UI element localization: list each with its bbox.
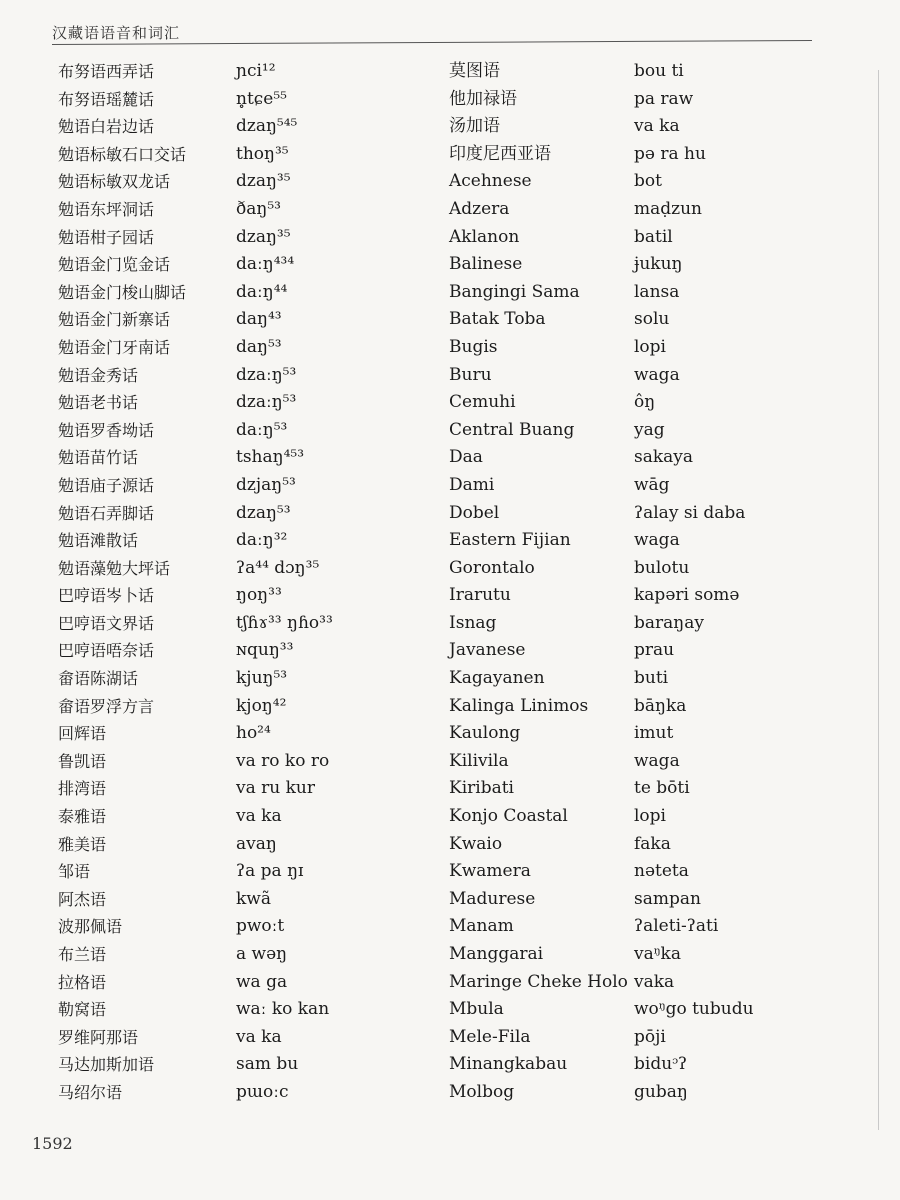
word-form: kjoŋ⁴² — [236, 695, 287, 716]
word-form: dzaŋ³⁵ — [236, 226, 291, 247]
word-form: n̥tɕe⁵⁵ — [236, 88, 287, 109]
language-name: 勉语东坪洞话 — [58, 199, 155, 219]
language-name: Kiribati — [449, 778, 514, 799]
word-form: dzaŋ³⁵ — [236, 171, 291, 192]
word-form: vaka — [634, 971, 675, 992]
language-name: 邹语 — [58, 862, 91, 882]
language-name: Kagayanen — [449, 668, 545, 689]
language-name: 勉语金门梭山脚话 — [58, 282, 187, 302]
language-name: 排湾语 — [58, 779, 107, 799]
language-name: 勉语石弄脚话 — [58, 503, 155, 523]
word-form: ɴquŋ³³ — [236, 640, 294, 661]
language-name: 畲语罗浮方言 — [58, 696, 155, 716]
word-form: thoŋ³⁵ — [236, 143, 289, 164]
word-form: daːŋ³² — [236, 530, 288, 551]
word-form: tʃɦɤ³³ ŋɦo³³ — [236, 612, 333, 633]
language-name: 布努语瑶麓话 — [58, 89, 155, 109]
language-name: 布兰语 — [58, 945, 107, 964]
right-word-column — [634, 58, 864, 1107]
word-form: ʔalay si daba — [634, 502, 746, 523]
language-name: 马绍尔语 — [58, 1082, 123, 1102]
word-form: daːŋ⁴⁴ — [236, 281, 288, 302]
word-form: nəteta — [634, 861, 689, 882]
word-form: va ka — [236, 806, 282, 827]
language-name: 布努语西弄话 — [58, 62, 155, 81]
word-form: ɲci¹² — [236, 61, 276, 81]
language-name: Bugis — [449, 336, 498, 357]
word-form: va ru kur — [236, 778, 315, 799]
language-name: 罗维阿那语 — [58, 1027, 139, 1047]
word-form: ŋoŋ³³ — [236, 585, 282, 606]
word-form: bou ti — [634, 61, 684, 81]
word-form: avaŋ — [236, 833, 277, 854]
language-name: 勉语标敏石口交话 — [58, 144, 187, 164]
word-form: dzaːŋ⁵³ — [236, 392, 297, 413]
language-name: Irarutu — [449, 585, 511, 606]
word-form: tshaŋ⁴⁵³ — [236, 447, 305, 468]
word-form: va ka — [236, 1026, 282, 1047]
language-name: 勉语藻勉大坪话 — [58, 558, 171, 578]
word-form: buti — [634, 668, 669, 689]
language-name: Mbula — [449, 999, 504, 1020]
word-form: va ro ko ro — [236, 750, 330, 771]
language-name: Buru — [449, 364, 492, 385]
word-form: dzjaŋ⁵³ — [236, 474, 296, 495]
word-form: va ka — [634, 116, 680, 137]
language-name: Dami — [449, 474, 495, 495]
word-form: ho²⁴ — [236, 723, 271, 744]
page-number: 1592 — [32, 1134, 73, 1153]
language-name: Cemuhi — [449, 392, 516, 413]
word-form: batil — [634, 226, 673, 247]
language-name: Daa — [449, 447, 483, 468]
language-name: Balinese — [449, 254, 523, 275]
language-name: Gorontalo — [449, 557, 535, 578]
language-name: 勉语金秀话 — [58, 365, 139, 385]
language-name: 巴哼语岑卜话 — [58, 586, 155, 606]
word-form: ôŋ — [634, 392, 656, 413]
word-form: pwoːt — [236, 916, 285, 937]
word-form: lopi — [634, 336, 666, 357]
word-form: ʔaleti-ʔati — [634, 916, 719, 937]
language-name: 回辉语 — [58, 724, 107, 744]
language-name: 勉语金门览金话 — [58, 255, 171, 275]
language-name: Kalinga Linimos — [449, 695, 589, 716]
language-name: Konjo Coastal — [449, 806, 568, 827]
word-form: dzaŋ⁵³ — [236, 502, 291, 523]
word-form: wa ga — [236, 971, 288, 992]
word-form: dzaːŋ⁵³ — [236, 364, 297, 385]
word-form: wāg — [634, 474, 670, 495]
word-form: waga — [634, 750, 680, 771]
word-form: te bōti — [634, 778, 690, 799]
language-name: 勉语金门牙南话 — [58, 337, 171, 357]
language-name: Kwaio — [449, 833, 503, 854]
language-name: Javanese — [449, 640, 526, 661]
word-form: woᵑgo tubudu — [634, 999, 754, 1020]
language-name: 巴哼语唔奈话 — [58, 641, 155, 661]
language-name: Batak Toba — [449, 309, 546, 330]
word-form: bāŋka — [634, 695, 687, 716]
language-name: Minangkabau — [449, 1054, 568, 1075]
language-name: Manam — [449, 916, 514, 937]
language-name: 勉语庙子源话 — [58, 475, 155, 495]
word-form: waː ko kan — [236, 999, 330, 1020]
language-name: Bangingi Sama — [449, 281, 580, 302]
language-name: 勉语标敏双龙话 — [58, 172, 171, 192]
language-name: 勉语罗香坳话 — [58, 420, 155, 440]
language-name: 波那佩语 — [58, 917, 123, 937]
language-name: Acehnese — [449, 171, 532, 192]
running-head: 汉藏语语音和词汇 — [52, 24, 181, 42]
language-name: Madurese — [449, 888, 536, 909]
language-name: Eastern Fijian — [449, 530, 571, 551]
language-name: 印度尼西亚语 — [449, 143, 551, 164]
right-language-column — [449, 58, 629, 1107]
word-form: pa raw — [634, 88, 694, 109]
word-form: daŋ⁵³ — [236, 336, 282, 357]
language-name: Adzera — [449, 198, 510, 219]
word-form: bot — [634, 171, 662, 192]
word-form: pɯoːc — [236, 1081, 289, 1102]
language-name: Manggarai — [449, 944, 544, 964]
language-name: 勉语柑子园话 — [58, 227, 155, 247]
language-name: Molbog — [449, 1081, 515, 1102]
word-form: sakaya — [634, 447, 694, 468]
language-name: 畲语陈湖话 — [58, 669, 139, 689]
word-form: ɉukuŋ — [634, 254, 683, 275]
language-name: 泰雅语 — [58, 807, 107, 827]
language-name: 阿杰语 — [58, 889, 107, 909]
language-name: Kaulong — [449, 723, 521, 744]
word-form: ʔa⁴⁴ dɔŋ³⁵ — [236, 557, 320, 578]
word-form: pōji — [634, 1026, 666, 1047]
word-form: lansa — [634, 281, 680, 302]
language-name: Isnag — [449, 612, 497, 633]
word-form: sampan — [634, 888, 701, 909]
left-language-column — [58, 58, 228, 1107]
language-name: 汤加语 — [449, 116, 500, 137]
word-form: imut — [634, 723, 674, 744]
page-edge-shadow — [878, 70, 879, 1130]
word-form: daːŋ⁴³⁴ — [236, 254, 295, 275]
language-name: 巴哼语文界话 — [58, 613, 155, 633]
language-name: 勉语金门新寨话 — [58, 310, 171, 330]
word-form: waga — [634, 530, 680, 551]
left-word-column — [236, 58, 436, 1107]
word-form: waga — [634, 364, 680, 385]
word-form: lopi — [634, 806, 666, 827]
word-form: maḍzun — [634, 198, 702, 219]
word-form: baraŋay — [634, 612, 704, 633]
language-name: 勒窝语 — [58, 1000, 107, 1020]
word-form: faka — [634, 833, 671, 854]
language-name: Aklanon — [449, 226, 520, 247]
language-name: Central Buang — [449, 419, 575, 440]
word-form: ðaŋ⁵³ — [236, 198, 281, 219]
language-name: Kilivila — [449, 750, 509, 771]
language-name: Mele-Fila — [449, 1026, 531, 1047]
language-name: 拉格语 — [58, 972, 107, 992]
language-name: 勉语苗竹话 — [58, 448, 139, 468]
language-name: 鲁凯语 — [58, 751, 107, 771]
language-name: 马达加斯加语 — [58, 1055, 155, 1075]
word-form: pə ra hu — [634, 143, 706, 164]
word-form: dzaŋ⁵⁴⁵ — [236, 116, 298, 137]
word-form: kjuŋ⁵³ — [236, 668, 288, 689]
word-form: solu — [634, 309, 670, 330]
language-name: 勉语老书话 — [58, 393, 139, 413]
word-form: daːŋ⁵³ — [236, 419, 288, 440]
word-form: biduᵓʔ — [634, 1054, 688, 1075]
word-form: gubaŋ — [634, 1081, 688, 1102]
language-name: 莫图语 — [449, 61, 500, 81]
word-form: bulotu — [634, 557, 690, 578]
language-name: Kwamera — [449, 861, 531, 882]
language-name: 勉语滩散话 — [58, 531, 139, 551]
language-name: 他加禄语 — [449, 88, 517, 109]
language-name: Maringe Cheke Holo — [449, 971, 628, 992]
word-form: sam bu — [236, 1054, 299, 1075]
word-form: kwã — [236, 888, 271, 909]
word-form: kapəri somə — [634, 585, 740, 606]
word-form: a wəŋ — [236, 944, 288, 964]
word-form: vaᵑka — [634, 944, 681, 964]
word-form: yag — [634, 419, 665, 440]
word-form: prau — [634, 640, 675, 661]
language-name: Dobel — [449, 502, 500, 523]
word-form: daŋ⁴³ — [236, 309, 282, 330]
language-name: 雅美语 — [58, 834, 107, 854]
word-form: ʔa pa ŋɪ — [236, 861, 304, 882]
language-name: 勉语白岩边话 — [58, 117, 155, 137]
